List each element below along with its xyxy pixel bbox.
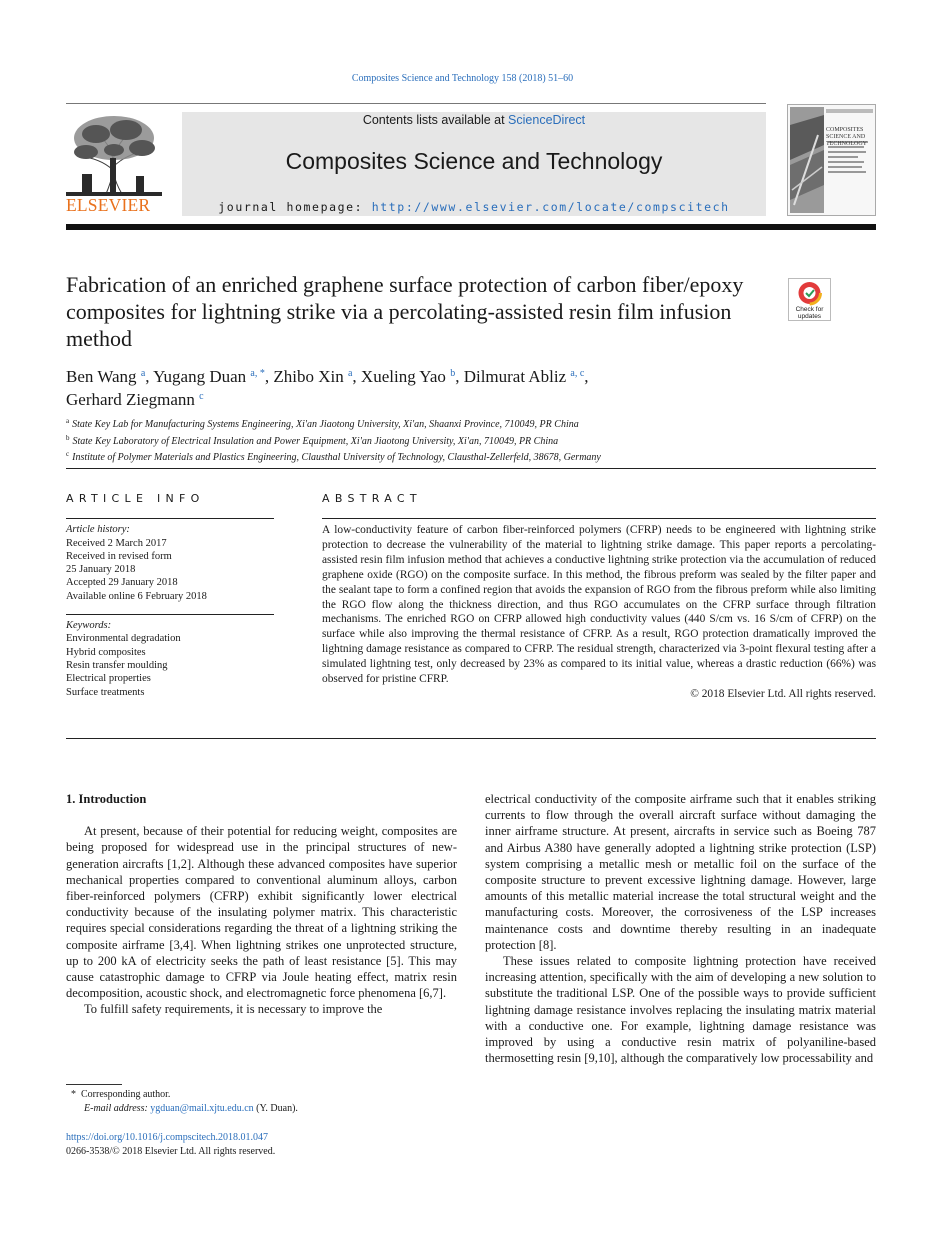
author-separator: , bbox=[584, 367, 589, 386]
keyword-item[interactable]: Environmental degradation bbox=[66, 633, 181, 645]
right-paragraphs bbox=[485, 791, 876, 1066]
cover-artwork-icon bbox=[788, 105, 875, 215]
copyright: © 2018 Elsevier Ltd. All rights reserved. bbox=[690, 687, 876, 700]
history-item: Received 2 March 2017 bbox=[66, 537, 167, 549]
abstract bbox=[322, 492, 876, 702]
history-item: Available online 6 February 2018 bbox=[66, 590, 207, 602]
divider bbox=[66, 468, 876, 469]
affiliation-text: Institute of Polymer Materials and Plastics Engineering, Clausthal University of Technology, Clausthal-Zellerfeld, 38678, Germany bbox=[72, 452, 601, 463]
body-paragraph: These issues related to composite lightning protection have received increasing attention, specifically with the aim of developing a new solution to substitute the traditional LSP. One of the possible ways to provide sufficient lightning damage resistance involves replacing the insulating matrix material with a conductive one. For example, lightning damage resistance was improved by using a conductive resin matrix of polyaniline-based thermosetting resin [9,10], although the comparatively low processability and bbox=[485, 954, 876, 1066]
elsevier-wordmark: ELSEVIER bbox=[66, 195, 151, 215]
homepage-prefix: journal homepage: bbox=[218, 200, 372, 214]
body-column-left bbox=[66, 791, 457, 1018]
divider bbox=[322, 518, 876, 519]
body-paragraph: At present, because of their potential for reducing weight, composites are being proposed for widespread use in the principal structures of new-generation aircrafts [1,2]. Although these advanced composites have superior mechanical properties compared to conventional aluminum alloys, carbon fiber-reinforced polymers (CFRP) exhibit significantly lower electrical conductivity because of the insulating polymer matrix. This characteristic requires special considerations regarding the threat of a lightning striking the composite airframe [3,4]. When lightning strikes one unprotected structure, up to 200 kA of electricity seeks the path of least resistance [5]. This may cause catastrophic damage to CFRP via Joule heating effect, matrix resin decomposition, acoustic shock, and electromagnetic force phenomena [6,7]. bbox=[66, 824, 457, 1001]
cover-title: COMPOSITES SCIENCE AND TECHNOLOGY bbox=[826, 127, 867, 147]
homepage-link[interactable]: http://www.elsevier.com/locate/compscitech bbox=[371, 200, 730, 214]
author-name[interactable]: Ben Wang bbox=[66, 367, 137, 386]
divider bbox=[66, 738, 876, 739]
affiliation-label: c bbox=[66, 450, 70, 458]
affiliation-item bbox=[66, 415, 866, 432]
elsevier-logo bbox=[66, 112, 162, 216]
footnote-star: * bbox=[71, 1089, 76, 1100]
elsevier-tree-icon bbox=[66, 112, 162, 196]
affiliation-label: a bbox=[66, 417, 70, 425]
journal-banner bbox=[182, 112, 766, 216]
body-paragraph: To fulfill safety requirements, it is necessary to improve the bbox=[84, 1002, 383, 1017]
author-separator: , bbox=[455, 367, 464, 386]
affiliations bbox=[66, 415, 866, 465]
footnote bbox=[66, 1088, 457, 1115]
author-name[interactable]: Dilmurat Abliz bbox=[463, 367, 567, 386]
divider bbox=[66, 614, 274, 615]
body-column-right bbox=[485, 791, 876, 1066]
affiliation-label: b bbox=[66, 433, 70, 442]
email-link[interactable]: ygduan@mail.xjtu.edu.cn bbox=[150, 1102, 254, 1114]
history-label: Article history: bbox=[66, 524, 130, 536]
check-updates-icon bbox=[789, 281, 830, 307]
homepage-line bbox=[182, 200, 766, 214]
journal-title: Composites Science and Technology bbox=[285, 148, 663, 174]
history-list bbox=[66, 537, 274, 603]
article-info bbox=[66, 492, 274, 699]
header-divider bbox=[66, 103, 766, 104]
article-title: Fabrication of an enriched graphene surface protection of carbon fiber/epoxy composites for lightning strike via a percolating-assisted resin film infusion method bbox=[66, 272, 744, 351]
corresponding-author: Corresponding author. bbox=[81, 1089, 171, 1100]
keywords-label: Keywords: bbox=[66, 620, 112, 632]
divider bbox=[66, 518, 274, 519]
journal-reference[interactable]: Composites Science and Technology 158 (2018) 51–60 bbox=[351, 73, 574, 84]
author-affiliation-marker[interactable]: a bbox=[347, 368, 353, 379]
journal-cover-thumbnail[interactable] bbox=[787, 104, 876, 216]
keyword-item[interactable]: Electrical properties bbox=[66, 673, 151, 685]
issn-line: 0266-3538/© 2018 Elsevier Ltd. All rights reserved. bbox=[66, 1145, 276, 1157]
affiliation-item bbox=[66, 432, 866, 449]
affiliation-item bbox=[66, 448, 866, 465]
email-label: E-mail address: bbox=[84, 1102, 151, 1114]
footnote-rule bbox=[66, 1084, 122, 1085]
article-info-heading: ARTICLE INFO bbox=[66, 492, 205, 505]
contents-line bbox=[182, 113, 766, 127]
author-name[interactable]: Xueling Yao bbox=[360, 367, 446, 386]
affiliation-text: State Key Laboratory of Electrical Insulation and Power Equipment, Xi'an Jiaotong University, Xi'an, 710049, PR China bbox=[72, 435, 559, 447]
author-affiliation-marker[interactable]: a, c bbox=[570, 368, 585, 379]
doi-block bbox=[66, 1131, 466, 1158]
author-name[interactable]: Yugang Duan bbox=[153, 367, 247, 386]
author-name[interactable]: Zhibo Xin bbox=[273, 367, 344, 386]
abstract-text: A low-conductivity feature of carbon fiber-reinforced polymers (CFRP) needs to be engineered with lightning strike protection to decrease the vulnerability of the material to lightning strike damage. This paper reports a percolating-assisted resin film infusion method that achieves a conductive lightning strike protection via the accumulation of reduced graphene oxide (RGO) on the composite surface. In this method, the fibrous preform was sealed by the filter paper and the sealant tape to form a confined region that avoids the expansion of RGO from the fibrous preform while also limiting the RGO flow along the thickness direction, and thus RGO accumulates on the CFRP surface through filtration mechanisms. The enriched RGO on CFRP allowed high conductivity values (440 S/cm vs. 16 S/cm of CFRP) on the surface while also improving the thermal resistance of CFRP. As a result, RGO protection dramatically improved the lightning damage resistance as compared to CFRP. The residual strength, characterized via 3-point flexural testing after a simulated lightning test, only decreased by 23% as compared to its initial value, whereas a drastic reduction (66%) was observed for pristine CFRP. bbox=[322, 524, 876, 686]
history-item: 25 January 2018 bbox=[66, 564, 136, 576]
author-separator: , bbox=[264, 367, 274, 386]
check-for-updates-badge[interactable] bbox=[788, 278, 831, 321]
author-separator: , bbox=[145, 367, 154, 386]
left-paragraphs bbox=[66, 823, 457, 1017]
body-paragraph: electrical conductivity of the composite airframe such that it enables striking currents to flow through the overall aircraft surface without damaging the inner airframe structure. At present, aircrafts in service such as Boeing 787 and Airbus A380 have generally adopted a lightning strike protection (LSP) system comprising a metallic mesh or metallic foil on the surface of the composite structure to prevent excessive lightning damage. However, large amounts of this metallic material increase the total structural weight and the manufacturing costs. Moreover, the corrosiveness of the LSP increases maintenance costs and downtime thereby resulting in an inadequate protection [8]. bbox=[485, 792, 876, 952]
abstract-heading: ABSTRACT bbox=[322, 492, 422, 505]
author-name[interactable]: Gerhard Ziegmann bbox=[66, 390, 195, 409]
author-affiliation-marker[interactable]: c bbox=[199, 391, 204, 402]
author-separator: , bbox=[352, 367, 361, 386]
keyword-list bbox=[66, 632, 274, 698]
section-heading: 1. Introduction bbox=[66, 792, 147, 806]
keyword-item[interactable]: Resin transfer moulding bbox=[66, 659, 168, 671]
email-suffix: (Y. Duan). bbox=[253, 1102, 298, 1114]
contents-prefix: Contents lists available at bbox=[362, 113, 509, 127]
author-affiliation-marker[interactable]: a, * bbox=[250, 368, 265, 379]
keyword-item[interactable]: Hybrid composites bbox=[66, 646, 146, 658]
history-item: Accepted 29 January 2018 bbox=[66, 577, 178, 589]
history-item: Received in revised form bbox=[66, 550, 172, 562]
doi-link[interactable]: https://doi.org/10.1016/j.compscitech.2018.01.047 bbox=[66, 1132, 269, 1143]
author-affiliation-marker[interactable]: a bbox=[140, 368, 146, 379]
keyword-item[interactable]: Surface treatments bbox=[66, 686, 145, 698]
sciencedirect-link[interactable]: ScienceDirect bbox=[508, 113, 586, 127]
affiliation-text: State Key Lab for Manufacturing Systems Engineering, Xi'an Jiaotong University, Xi'an, Shaanxi Province, 710049, PR China bbox=[72, 419, 579, 430]
author-list bbox=[66, 364, 846, 410]
check-updates-label: Check for updates bbox=[795, 306, 824, 320]
author-affiliation-marker[interactable]: b bbox=[450, 368, 456, 379]
header-thick-rule bbox=[66, 224, 876, 230]
